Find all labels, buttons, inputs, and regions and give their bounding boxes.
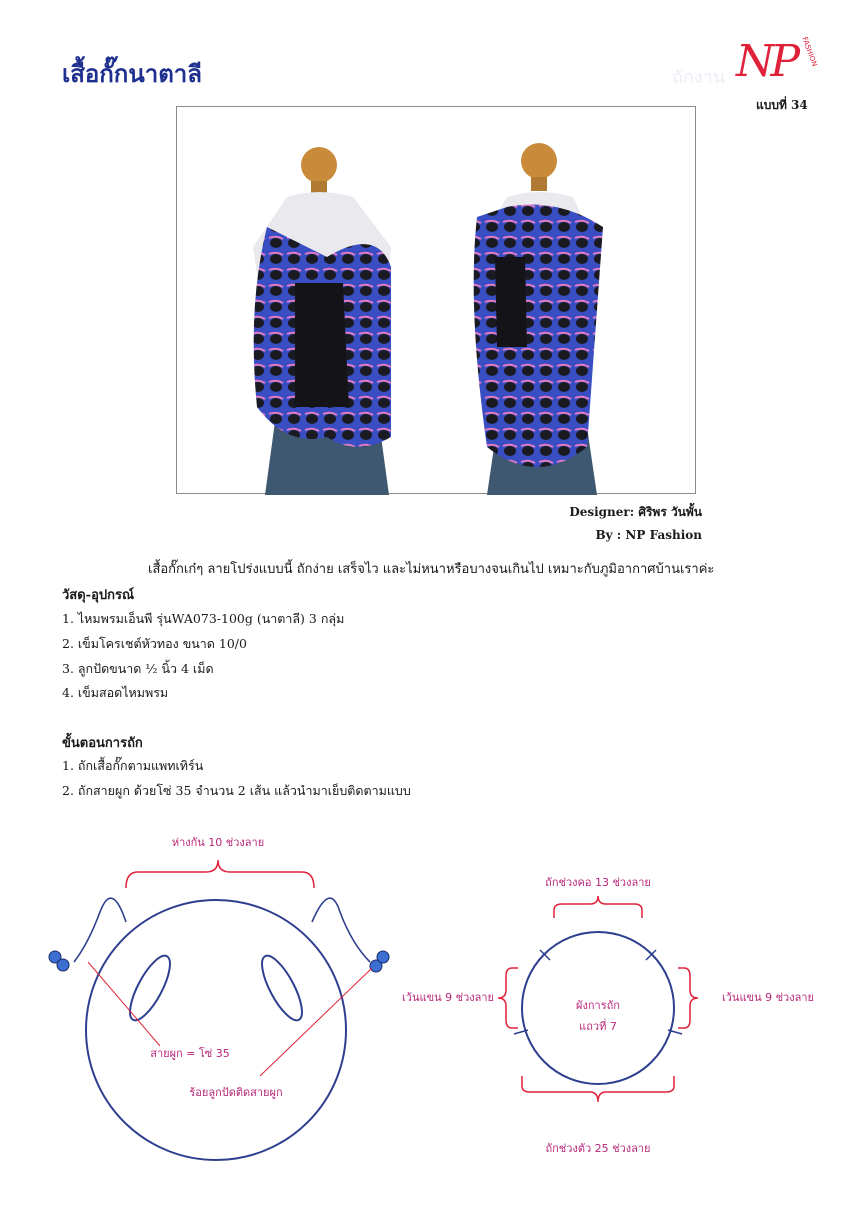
logo-subtext: FASHION [800, 36, 819, 68]
armhole-right [255, 951, 310, 1026]
product-photo [176, 106, 696, 494]
armhole-left [123, 951, 178, 1026]
vest-schematic [49, 836, 389, 1160]
bead-icon [57, 959, 69, 971]
tie-pointer [88, 962, 160, 1046]
logo-text: NP [736, 36, 797, 87]
intro-text: เสื้อกั๊กเก๋ๆ ลายโปร่งแบบนี้ ถักง่าย เสร็จไว และไม่หนาหรือบางจนเกินไป เหมาะกับภูมิอากาศบ้านเราค่ะ [148, 562, 715, 577]
brand-credit: By : NP Fashion [595, 528, 702, 542]
steps-heading: ขั้นตอนการถัก [62, 736, 143, 751]
bead-pointer [260, 968, 372, 1076]
np-fashion-logo [732, 34, 828, 94]
bead-label: ร้อยลูกปัดติดสายผูก [189, 1086, 283, 1099]
watermark-text: ถักงาน [672, 67, 725, 88]
bead-icon [377, 951, 389, 963]
gap-brace [126, 860, 314, 888]
step-item: 1. ถักเสื้อกั๊กตามแพทเทิร์น [62, 758, 204, 773]
neck-label: ถักช่วงคอ 13 ช่วงลาย [545, 876, 651, 889]
row-7-schematic [402, 876, 814, 1155]
page-title: เสื้อกั๊กนาตาลี [62, 59, 202, 88]
mannequin-front [253, 147, 391, 495]
vest-photo-illustration [177, 107, 697, 495]
body-brace [522, 1076, 674, 1102]
mannequin-side [474, 143, 603, 495]
arm-left-label: เว้นแขน 9 ช่วงลาย [402, 991, 494, 1004]
assembly-diagram [0, 820, 868, 1220]
arm-right-label: เว้นแขน 9 ช่วงลาย [722, 991, 814, 1004]
designer-credit: Designer: ศิริพร วันพั้น [569, 505, 702, 519]
pattern-number: แบบที่ 34 [756, 98, 808, 112]
material-item: 2. เข็มโครเชต์หัวทอง ขนาด 10/0 [62, 636, 247, 651]
gap-label: ห่างกัน 10 ช่วงลาย [171, 836, 265, 849]
neck-brace [554, 896, 642, 918]
arm-brace-right [678, 968, 698, 1028]
step-item: 2. ถักสายผูก ด้วยโซ่ 35 จำนวน 2 เส้น แล้วนำมาเย็บติดตามแบบ [62, 783, 411, 798]
materials-heading: วัสดุ-อุปกรณ์ [62, 588, 135, 603]
tie-label: สายผูก = โซ่ 35 [150, 1047, 230, 1060]
material-item: 1. ไหมพรมเอ็นพี รุ่นWA073-100g (นาตาลี) 3 กลุ่ม [62, 611, 345, 626]
center-label-1: ผังการถัก [576, 999, 620, 1012]
tie-left [74, 898, 126, 962]
material-item: 4. เข็มสอดไหมพรม [62, 685, 169, 700]
material-item: 3. ลูกปัดขนาด ½ นิ้ว 4 เม็ด [62, 661, 214, 676]
body-label: ถักช่วงตัว 25 ช่วงลาย [545, 1142, 651, 1155]
arm-brace-left [498, 968, 518, 1028]
center-label-2: แถวที่ 7 [579, 1020, 617, 1033]
